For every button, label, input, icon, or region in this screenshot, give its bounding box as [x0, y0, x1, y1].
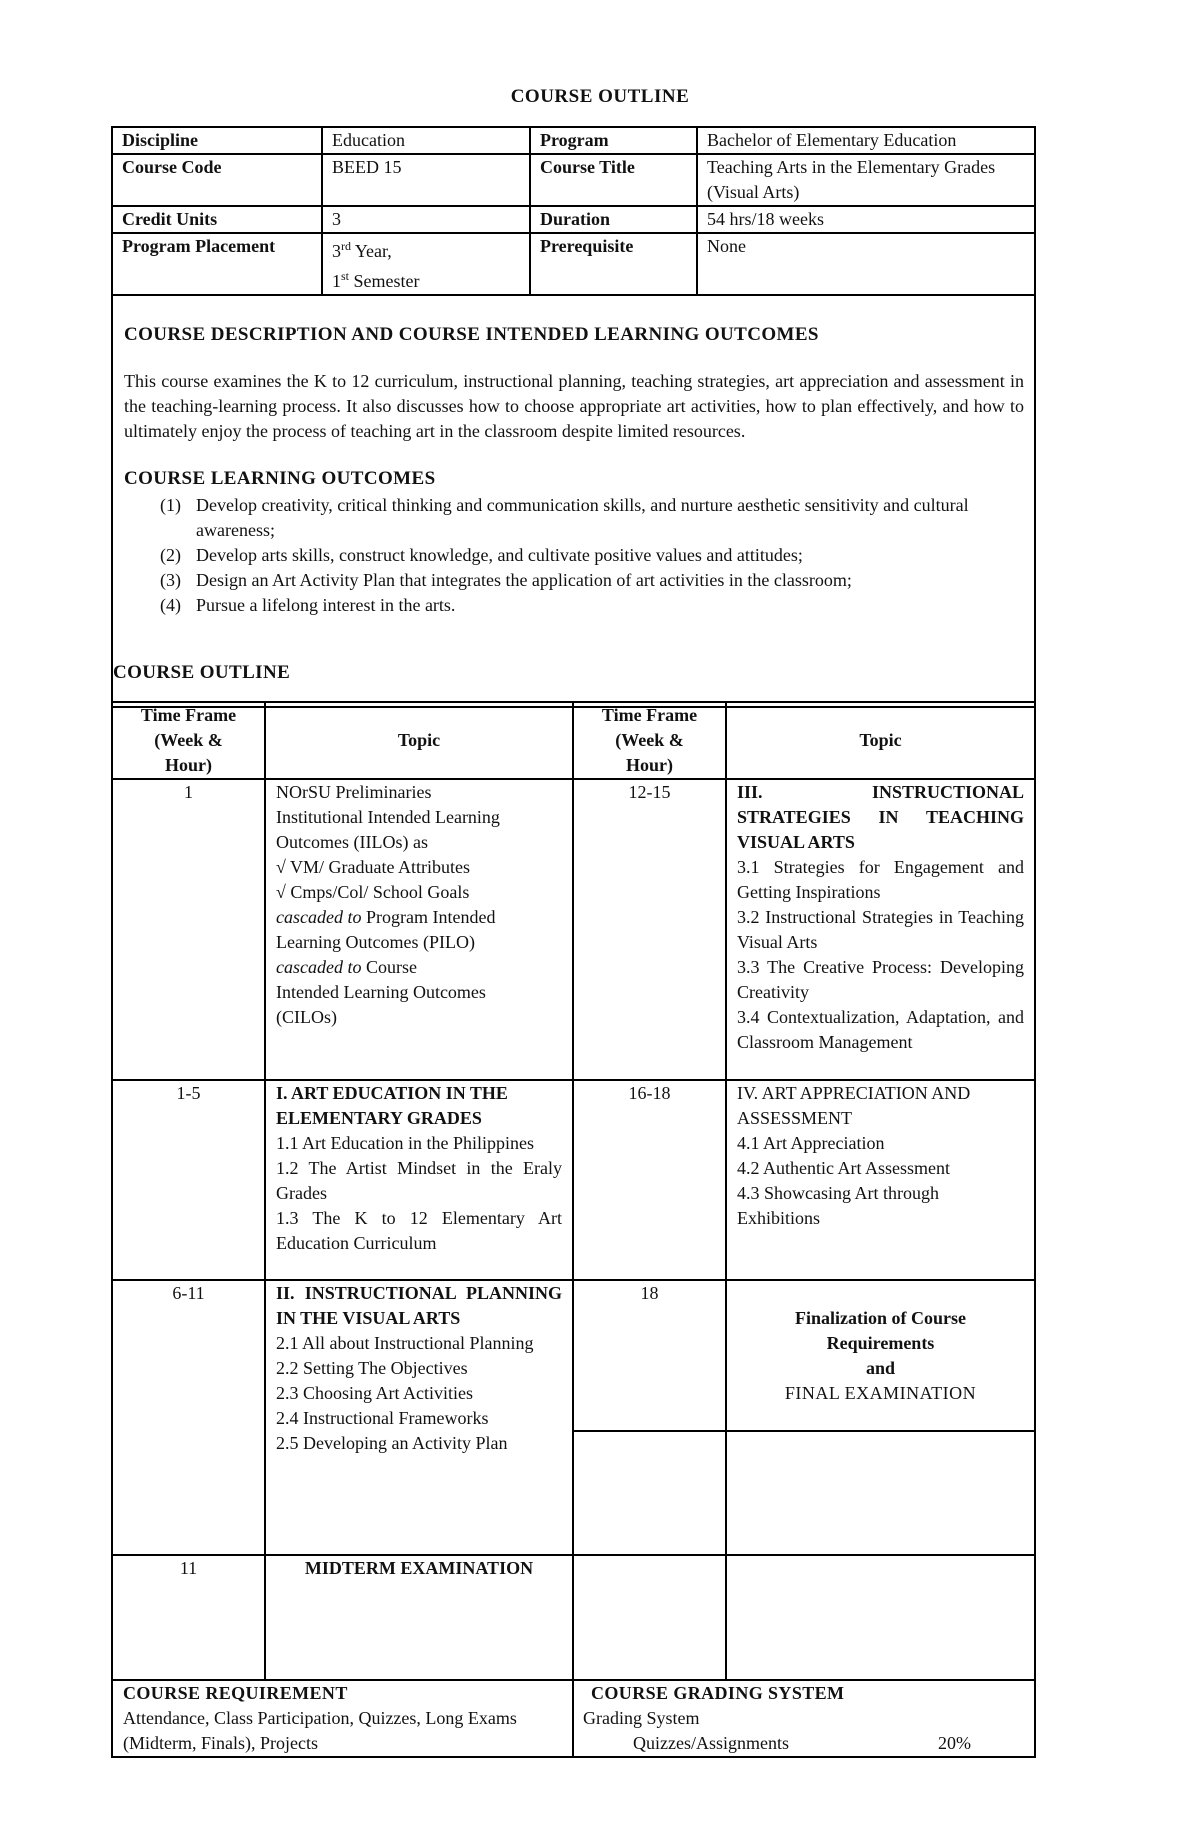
unit3-topic-cell: III. INSTRUCTIONAL STRATEGIES IN TEACHING VISUAL ARTS 3.1 Strategies for Engagement and Getting Inspirations 3.2 Instructional Strategies in Teaching Visual Arts 3.3 The Creative Process: Developing Creativity 3.4 Contextualization, Adaptation, and Classroom Management — [726, 779, 1035, 1080]
grading-percent: 20% — [938, 1733, 971, 1753]
outline-header-row — [112, 702, 1035, 779]
requirement-heading: COURSE REQUIREMENT — [123, 1683, 348, 1703]
requirement-body: Attendance, Class Participation, Quizzes, Long Exams (Midterm, Finals), Projects — [123, 1708, 517, 1753]
unit4-topic-cell: IV. ART APPRECIATION AND ASSESSMENT 4.1 Art Appreciation 4.2 Authentic Art Assessment 4.3 Showcasing Art through Exhibitions — [726, 1080, 1035, 1280]
header-timeframe-left: Time Frame (Week & Hour) — [112, 702, 265, 779]
unit2-topic-cell: II. INSTRUCTIONAL PLANNING IN THE VISUAL ARTS 2.1 All about Instructional Planning 2.2 Setting The Objectives 2.3 Choosing Art Activities 2.4 Instructional Frameworks 2.5 Developing an Activity Plan — [265, 1280, 573, 1555]
placement-value — [322, 233, 530, 295]
week-cell: 1-5 — [112, 1080, 265, 1280]
grading-cell — [573, 1680, 1035, 1757]
unit3-heading: III. INSTRUCTIONAL STRATEGIES IN TEACHING VISUAL ARTS — [737, 782, 1024, 852]
week-cell: 12-15 — [573, 779, 726, 1080]
grading-label: Grading System — [583, 1708, 700, 1728]
empty-cell — [573, 1431, 726, 1555]
week-cell: 18 — [573, 1280, 726, 1431]
empty-cell — [726, 1555, 1035, 1680]
week-cell: 11 — [112, 1555, 265, 1680]
requirement-cell — [112, 1680, 573, 1757]
grading-heading: COURSE GRADING SYSTEM — [591, 1683, 845, 1703]
header-topic-left: Topic — [265, 702, 573, 779]
unit1-topic-cell: I. ART EDUCATION IN THE ELEMENTARY GRADES 1.1 Art Education in the Philippines 1.2 The Artist Mindset in the Eraly Grades 1.3 The K to 12 Elementary Art Education Curriculum — [265, 1080, 573, 1280]
description-heading: COURSE DESCRIPTION AND COURSE INTENDED LEARNING OUTCOMES — [124, 324, 819, 345]
outline-row-3 — [112, 1280, 1035, 1431]
description-body: This course examines the K to 12 curriculum, instructional planning, teaching strategies, art appreciation and assessment in the teaching-learning process. It also discusses how to choose appropriate art activities, how to plan effectively, and how to ultimately enjoy the process of teaching art in the classroom despite limited resources. — [124, 371, 1024, 441]
program-label: Program — [530, 127, 697, 154]
outline-section-title: COURSE OUTLINE — [113, 662, 291, 683]
unit1-heading: I. ART EDUCATION IN THE ELEMENTARY GRADES — [276, 1083, 508, 1128]
outcome-item: (4) Pursue a lifelong interest in the arts. — [160, 595, 456, 615]
week-cell: 16-18 — [573, 1080, 726, 1280]
discipline-label: Discipline — [112, 127, 322, 154]
outcome-item: (2) Develop arts skills, construct knowledge, and cultivate positive values and attitudes; — [160, 545, 803, 565]
course-title-value: Teaching Arts in the Elementary Grades (Visual Arts) — [697, 154, 1035, 206]
unit4-heading: IV. ART APPRECIATION AND ASSESSMENT — [737, 1083, 971, 1128]
credit-units-label: Credit Units — [112, 206, 322, 233]
page-title: COURSE OUTLINE — [510, 86, 690, 107]
empty-cell — [573, 1555, 726, 1680]
header-timeframe-right: Time Frame (Week & Hour) — [573, 702, 726, 779]
description-row — [112, 295, 1035, 707]
outline-footer-row — [112, 1680, 1035, 1757]
unit2-heading: II. INSTRUCTIONAL PLANNING IN THE VISUAL ARTS — [276, 1283, 562, 1328]
prerequisite-value: None — [697, 233, 1035, 295]
course-code-value: BEED 15 — [322, 154, 530, 206]
info-row-course-code — [112, 154, 1035, 206]
program-value: Bachelor of Elementary Education — [697, 127, 1035, 154]
placement-semester: 1st Semester — [332, 269, 420, 291]
info-row-credit-units — [112, 206, 1035, 233]
outcomes-heading: COURSE LEARNING OUTCOMES — [124, 468, 436, 489]
outline-row-4 — [112, 1555, 1035, 1680]
final-exam-cell: Finalization of Course Requirements and FINAL EXAMINATION — [726, 1280, 1035, 1431]
course-code-label: Course Code — [112, 154, 322, 206]
outcome-item: (3) Design an Art Activity Plan that integrates the application of art activities in the classroom; — [160, 570, 852, 590]
outline-row-1 — [112, 779, 1035, 1080]
course-title-label: Course Title — [530, 154, 697, 206]
outline-row-2 — [112, 1080, 1035, 1280]
duration-value: 54 hrs/18 weeks — [697, 206, 1035, 233]
outcomes-list — [124, 493, 1024, 618]
course-outline-table — [111, 701, 1036, 1758]
week-cell: 6-11 — [112, 1280, 265, 1555]
empty-cell — [726, 1431, 1035, 1555]
prerequisite-label: Prerequisite — [530, 233, 697, 295]
discipline-value: Education — [322, 127, 530, 154]
info-row-discipline — [112, 127, 1035, 154]
credit-units-value: 3 — [322, 206, 530, 233]
grading-item: Quizzes/Assignments — [633, 1733, 789, 1753]
outcome-item: (1) Develop creativity, critical thinking and communication skills, and nurture aesthetic sensitivity and cultural awareness; — [160, 495, 969, 540]
placement-year: 3rd Year, — [332, 239, 392, 261]
description-cell — [112, 295, 1035, 707]
course-info-table — [111, 126, 1036, 708]
info-row-placement — [112, 233, 1035, 295]
header-topic-right: Topic — [726, 702, 1035, 779]
prelim-topic-cell: NOrSU Preliminaries Institutional Intended Learning Outcomes (IILOs) as √ VM/ Graduate Attributes √ Cmps/Col/ School Goals cascaded to Program Intended Learning Outcomes (PILO) cascaded to Course Intended Learning Outcomes (CILOs) — [265, 779, 573, 1080]
week-cell: 1 — [112, 779, 265, 1080]
duration-label: Duration — [530, 206, 697, 233]
midterm-cell: MIDTERM EXAMINATION — [265, 1555, 573, 1680]
grading-item-row — [583, 1731, 1024, 1756]
placement-label: Program Placement — [112, 233, 322, 295]
